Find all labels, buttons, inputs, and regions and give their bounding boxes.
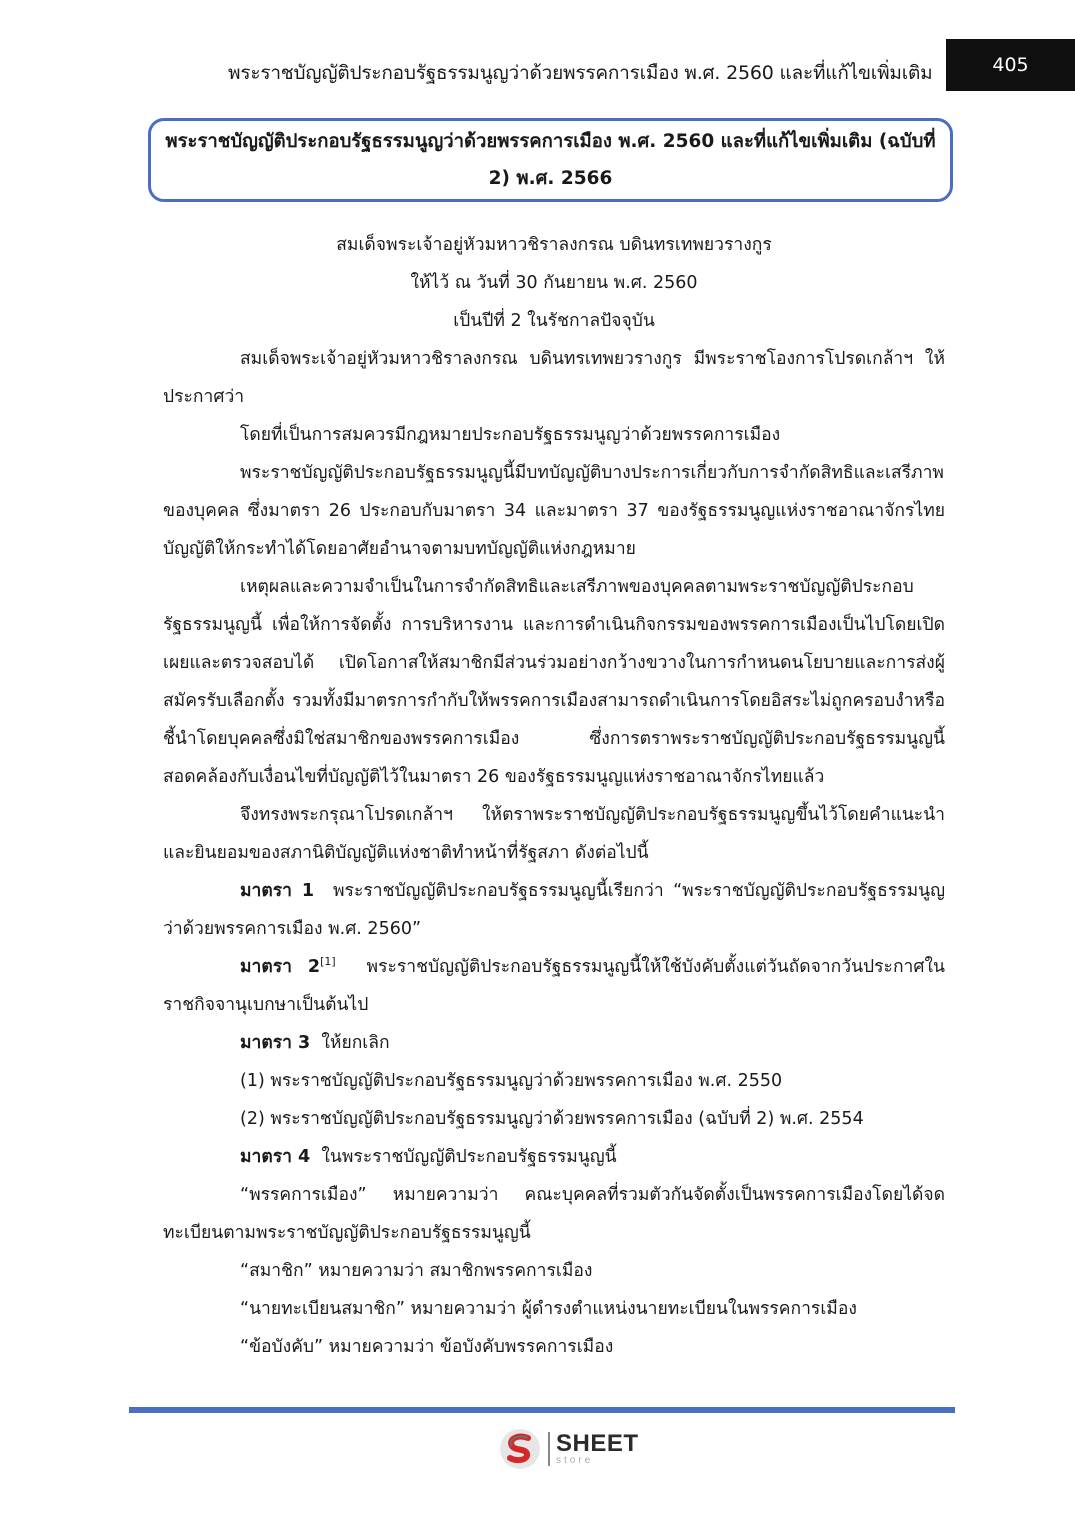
logo-wordmark bbox=[556, 1432, 639, 1466]
paragraph-enactment: จึงทรงพระกรุณาโปรดเกล้าฯ ให้ตราพระราชบัญญัติประกอบรัฐธรรมนูญขึ้นไว้โดยคำแนะนำและยินยอมของสภานิติบัญญัติแห่งชาติทำหน้าที่รัฐสภา ดังต่อไปนี้ bbox=[163, 805, 945, 863]
section-3-item-1: (1) พระราชบัญญัติประกอบรัฐธรรมนูญว่าด้วยพรรคการเมือง พ.ศ. 2550 bbox=[240, 1071, 783, 1091]
logo-separator bbox=[548, 1432, 550, 1466]
section-3-text: ให้ยกเลิก bbox=[321, 1033, 390, 1053]
preamble-reign-year: เป็นปีที่ 2 ในรัชกาลปัจจุบัน bbox=[453, 311, 655, 331]
section-3-item-2: (2) พระราชบัญญัติประกอบรัฐธรรมนูญว่าด้วยพรรคการเมือง (ฉบับที่ 2) พ.ศ. 2554 bbox=[240, 1109, 864, 1129]
section-1-text: พระราชบัญญัติประกอบรัฐธรรมนูญนี้เรียกว่า “พระราชบัญญัติประกอบรัฐธรรมนูญว่าด้วยพรรคการเมือง พ.ศ. 2560” bbox=[163, 881, 945, 939]
footnote-ref[interactable]: [1] bbox=[320, 955, 336, 969]
section-2 bbox=[163, 948, 945, 1024]
definition-member: “สมาชิก” หมายความว่า สมาชิกพรรคการเมือง bbox=[240, 1261, 593, 1281]
paragraph-proclamation: สมเด็จพระเจ้าอยู่หัวมหาวชิราลงกรณ บดินทรเทพยวรางกูร มีพระราชโองการโปรดเกล้าฯ ให้ประกาศว่า bbox=[163, 349, 945, 407]
paragraph-whereas: โดยที่เป็นการสมควรมีกฎหมายประกอบรัฐธรรมนูญว่าด้วยพรรคการเมือง bbox=[240, 425, 781, 445]
preamble-given-date: ให้ไว้ ณ วันที่ 30 กันยายน พ.ศ. 2560 bbox=[410, 273, 698, 293]
definition-political-party: “พรรคการเมือง” หมายความว่า คณะบุคคลที่รวมตัวกันจัดตั้งเป็นพรรคการเมืองโดยได้จดทะเบียนตามพระราชบัญญัติประกอบรัฐธรรมนูญนี้ bbox=[163, 1185, 945, 1243]
document-title-line2: 2) พ.ศ. 2566 bbox=[488, 168, 613, 189]
footer-divider bbox=[129, 1407, 955, 1413]
section-4-label: มาตรา 4 bbox=[240, 1147, 311, 1167]
page-number: 405 bbox=[946, 39, 1075, 91]
definition-member-registrar: “นายทะเบียนสมาชิก” หมายความว่า ผู้ดำรงตำแหน่งนายทะเบียนในพรรคการเมือง bbox=[240, 1299, 857, 1319]
section-3 bbox=[163, 1024, 945, 1062]
document-title-box bbox=[148, 118, 953, 202]
section-2-label: มาตรา 2 bbox=[240, 957, 321, 977]
document-body bbox=[163, 226, 945, 1366]
section-4-text: ในพระราชบัญญัติประกอบรัฐธรรมนูญนี้ bbox=[321, 1147, 617, 1167]
footer-logo bbox=[498, 1427, 639, 1471]
section-4 bbox=[163, 1138, 945, 1176]
document-title-line1: พระราชบัญญัติประกอบรัฐธรรมนูญว่าด้วยพรรคการเมือง พ.ศ. 2560 และที่แก้ไขเพิ่มเติม (ฉบับที่ bbox=[165, 131, 936, 152]
section-3-label: มาตรา 3 bbox=[240, 1033, 311, 1053]
preamble-king: สมเด็จพระเจ้าอยู่หัวมหาวชิราลงกรณ บดินทรเทพยวรางกูร bbox=[336, 235, 772, 255]
header-title: พระราชบัญญัติประกอบรัฐธรรมนูญว่าด้วยพรรคการเมือง พ.ศ. 2560 และที่แก้ไขเพิ่มเติม bbox=[228, 62, 933, 84]
definition-regulations: “ข้อบังคับ” หมายความว่า ข้อบังคับพรรคการเมือง bbox=[240, 1337, 614, 1357]
paragraph-rationale: เหตุผลและความจำเป็นในการจำกัดสิทธิและเสรีภาพของบุคคลตามพระราชบัญญัติประกอบรัฐธรรมนูญนี้ เพื่อให้การจัดตั้ง การบริหารงาน และการดำเนินกิจกรรมของพรรคการเมืองเป็นไปโดยเปิดเผยและตรวจสอบได้ เปิดโอกาสให้สมาชิกมีส่วนร่วมอย่างกว้างขวางในการกำหนดนโยบายและการส่งผู้สมัครรับเลือกตั้ง รวมทั้งมีมาตรการกำกับให้พรรคการเมืองสามารถดำเนินการโดยอิสระไม่ถูกครอบงำหรือชี้นำโดยบุคคลซึ่งมิใช่สมาชิกของพรรคการเมือง ซึ่งการตราพระราชบัญญัติประกอบรัฐธรรมนูญนี้สอดคล้องกับเงื่อนไขที่บัญญัติไว้ในมาตรา 26 ของรัฐธรรมนูญแห่งราชอาณาจักรไทยแล้ว bbox=[163, 577, 945, 787]
section-1 bbox=[163, 872, 945, 948]
section-2-text: พระราชบัญญัติประกอบรัฐธรรมนูญนี้ให้ใช้บังคับตั้งแต่วันถัดจากวันประกาศในราชกิจจานุเบกษาเป็นต้นไป bbox=[163, 957, 945, 1015]
logo-brand: SHEET bbox=[556, 1430, 639, 1457]
sheet-store-s-logo-icon bbox=[498, 1427, 542, 1471]
logo-brand-sub: store bbox=[556, 1455, 594, 1466]
section-1-label: มาตรา 1 bbox=[240, 881, 315, 901]
paragraph-rights-limitation: พระราชบัญญัติประกอบรัฐธรรมนูญนี้มีบทบัญญัติบางประการเกี่ยวกับการจำกัดสิทธิและเสรีภาพของบุคคล ซึ่งมาตรา 26 ประกอบกับมาตรา 34 และมาตรา 37 ของรัฐธรรมนูญแห่งราชอาณาจักรไทย บัญญัติให้กระทำได้โดยอาศัยอำนาจตามบทบัญญัติแห่งกฎหมาย bbox=[163, 463, 945, 559]
